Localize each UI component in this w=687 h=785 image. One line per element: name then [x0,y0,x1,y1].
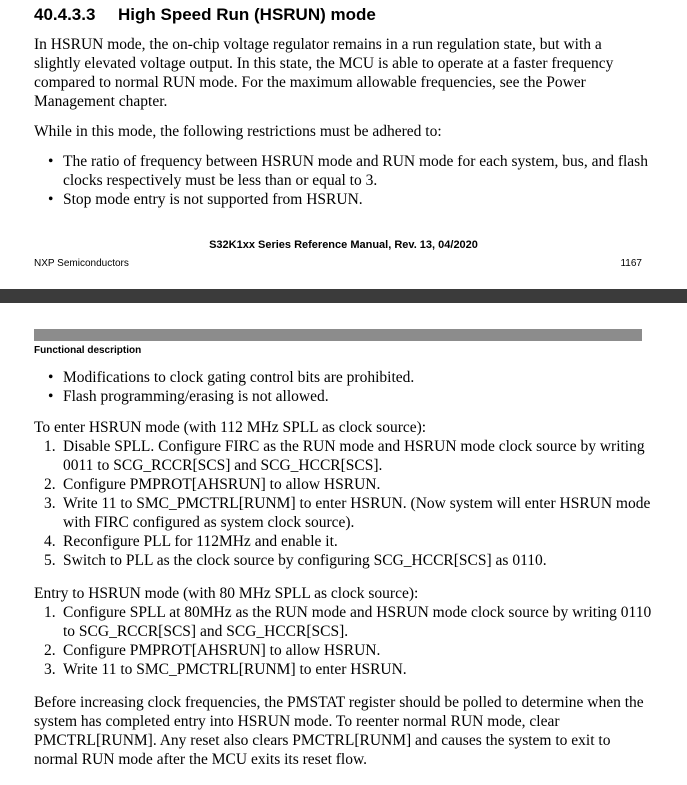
list-item [44,641,652,660]
step-text: Reconfigure PLL for 112MHz and enable it. [63,533,338,550]
running-header: Functional description [34,345,142,356]
list-item: • Flash programming/erasing is not allowed. [48,387,648,406]
section-number: 40.4.3.3 [34,5,96,24]
section-heading [34,5,376,25]
intro-paragraph: In HSRUN mode, the on-chip voltage regulator remains in a run regulation state, but with a slightly elevated voltage output. In this state, the MCU is able to operate at a faster frequency compared to normal RUN mode. For the maximum allowable frequencies, see the Power Management chapter. [34,36,614,110]
procedure-80-steps [44,603,652,679]
step-number: 2. [44,642,56,659]
step-text: Configure SPLL at 80MHz as the RUN mode and HSRUN mode clock source by writing 0110 to SCG_RCCR[SCS] and SCG_HCCR[SCS]. [63,604,652,640]
list-item [44,551,652,570]
step-text: Configure PMPROT[AHSRUN] to allow HSRUN. [63,476,381,493]
footer-manual-title: S32K1xx Series Reference Manual, Rev. 13, 04/2020 [209,239,478,251]
procedure-112-steps [44,437,652,570]
header-rule [34,329,642,341]
page-separator [0,289,687,303]
list-item: • The ratio of frequency between HSRUN mode and RUN mode for each system, bus, and flash clocks respectively must be less than or equal to 3. [48,152,648,190]
step-text: Write 11 to SMC_PMCTRL[RUNM] to enter HSRUN. [63,661,407,678]
step-number: 3. [44,495,56,512]
list-item [44,660,652,679]
restrictions-list-page2 [48,368,648,406]
footer-company: NXP Semiconductors [34,258,129,269]
step-text: Write 11 to SMC_PMCTRL[RUNM] to enter HSRUN. (Now system will enter HSRUN mode with FIRC configured as system clock source). [63,495,651,531]
list-item [44,494,652,532]
restrictions-list-page1 [48,152,648,209]
step-number: 4. [44,533,56,550]
restrictions-intro: While in this mode, the following restrictions must be adhered to: [34,123,442,140]
list-item: • Modifications to clock gating control bits are prohibited. [48,368,648,387]
footer-page-number: 1167 [620,258,642,269]
step-number: 1. [44,604,56,621]
section-title: High Speed Run (HSRUN) mode [118,5,376,24]
list-item [44,532,652,551]
procedure-80-intro: Entry to HSRUN mode (with 80 MHz SPLL as clock source): [34,585,419,602]
step-text: Switch to PLL as the clock source by configuring SCG_HCCR[SCS] as 0110. [63,552,547,569]
step-number: 5. [44,552,56,569]
procedure-112-intro: To enter HSRUN mode (with 112 MHz SPLL as clock source): [34,419,427,436]
step-text: Disable SPLL. Configure FIRC as the RUN mode and HSRUN mode clock source by writing 0011 to SCG_RCCR[SCS] and SCG_HCCR[SCS]. [63,438,645,474]
step-number: 1. [44,438,56,455]
list-item [44,475,652,494]
list-item [44,437,652,475]
closing-paragraph: Before increasing clock frequencies, the PMSTAT register should be polled to determine when the system has completed entry into HSRUN mode. To reenter normal RUN mode, clear PMCTRL[RUNM]. Any reset also clears PMCTRL[RUNM] and causes the system to exit to normal RUN mode after the MCU exits its reset flow. [34,694,644,768]
step-number: 2. [44,476,56,493]
list-item [44,603,652,641]
step-text: Configure PMPROT[AHSRUN] to allow HSRUN. [63,642,381,659]
list-item: • Stop mode entry is not supported from HSRUN. [48,190,648,209]
step-number: 3. [44,661,56,678]
